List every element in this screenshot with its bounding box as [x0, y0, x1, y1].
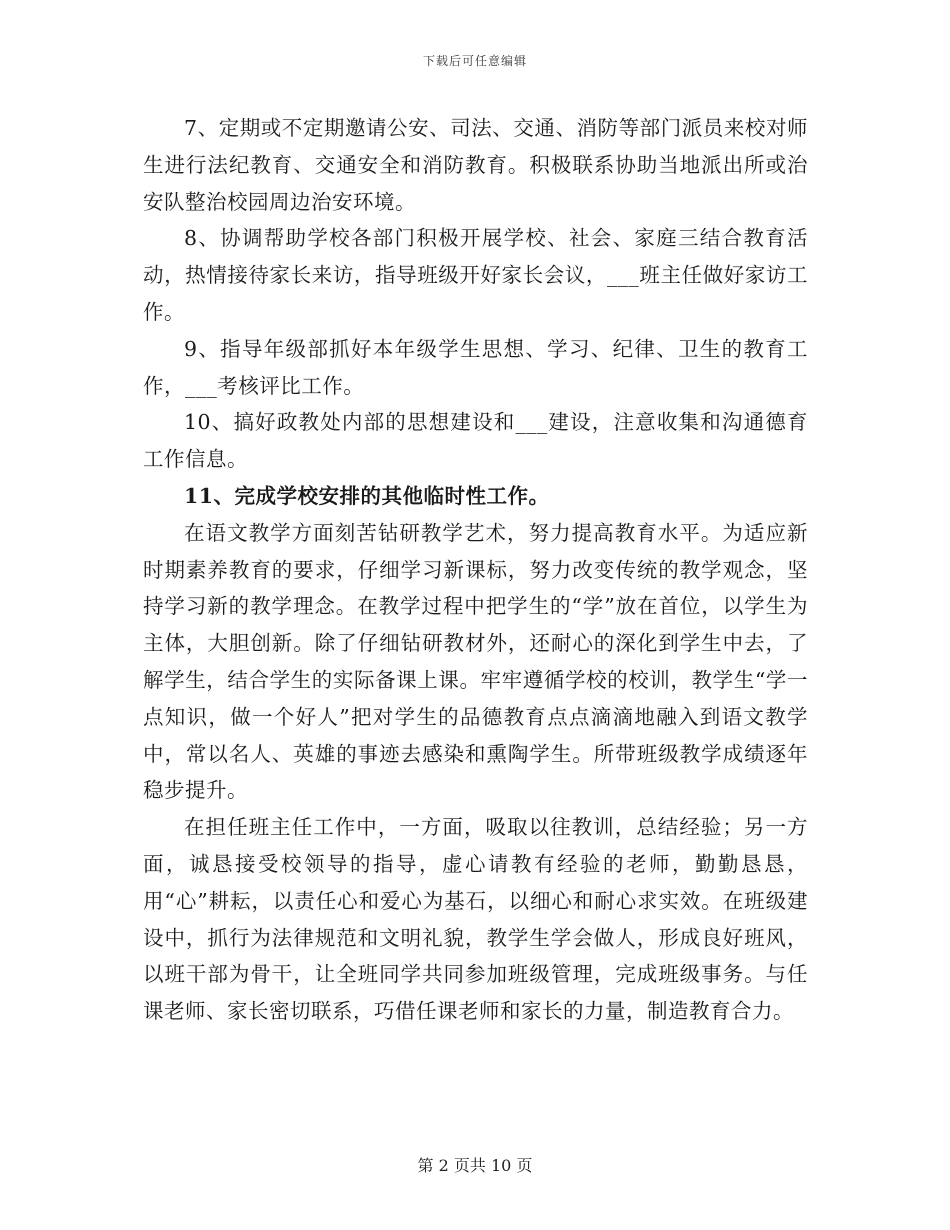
paragraph-item-8: 8、协调帮助学校各部门积极开展学校、社会、家庭三结合教育活动，热情接待家长来访，指导班级开好家长会议，___班主任做好家访工作。 — [143, 226, 808, 324]
document-body — [143, 110, 808, 1030]
paragraph-item-10: 10、搞好政教处内部的思想建设和___建设，注意收集和沟通德育工作信息。 — [143, 410, 808, 472]
paragraph-chinese-teaching: 在语文教学方面刻苦钻研教学艺术，努力提高教育水平。为适应新时期素养教育的要求，仔细学习新课标，努力改变传统的教学观念，坚持学习新的教学理念。在教学过程中把学生的“学”放在首位，以学生为主体，大胆创新。除了仔细钻研教材外，还耐心的深化到学生中去，了解学生，结合学生的实际备课上课。牢牢遵循学校的校训，教学生“学一点知识，做一个好人”把对学生的品德教育点点滴滴地融入到语文教学中，常以名人、英雄的事迹去感染和熏陶学生。所带班级教学成绩逐年稳步提升。 — [143, 520, 808, 803]
paragraph-item-7: 7、定期或不定期邀请公安、司法、交通、消防等部门派员来校对师生进行法纪教育、交通安全和消防教育。积极联系协助当地派出所或治安队整治校园周边治安环境。 — [143, 116, 808, 214]
header-note: 下载后可任意编辑 — [422, 54, 527, 68]
paragraph-item-9: 9、指导年级部抓好本年级学生思想、学习、纪律、卫生的教育工作，___考核评比工作。 — [143, 336, 808, 398]
paragraph-class-teacher: 在担任班主任工作中，一方面，吸取以往教训，总结经验；另一方面，诚恳接受校领导的指导，虚心请教有经验的老师，勤勤恳恳，用“心”耕耘，以责任心和爱心为基石，以细心和耐心求实效。在班级建设中，抓行为法律规范和文明礼貌，教学生学会做人，形成良好班风，以班干部为骨干，让全班同学共同参加班级管理，完成班级事务。与任课老师、家长密切联系，巧借任课老师和家长的力量，制造教育合力。 — [143, 815, 808, 1024]
page-number: 第 2 页共 10 页 — [417, 1156, 533, 1175]
paragraph-item-11: 11、完成学校安排的其他临时性工作。 — [184, 483, 550, 508]
